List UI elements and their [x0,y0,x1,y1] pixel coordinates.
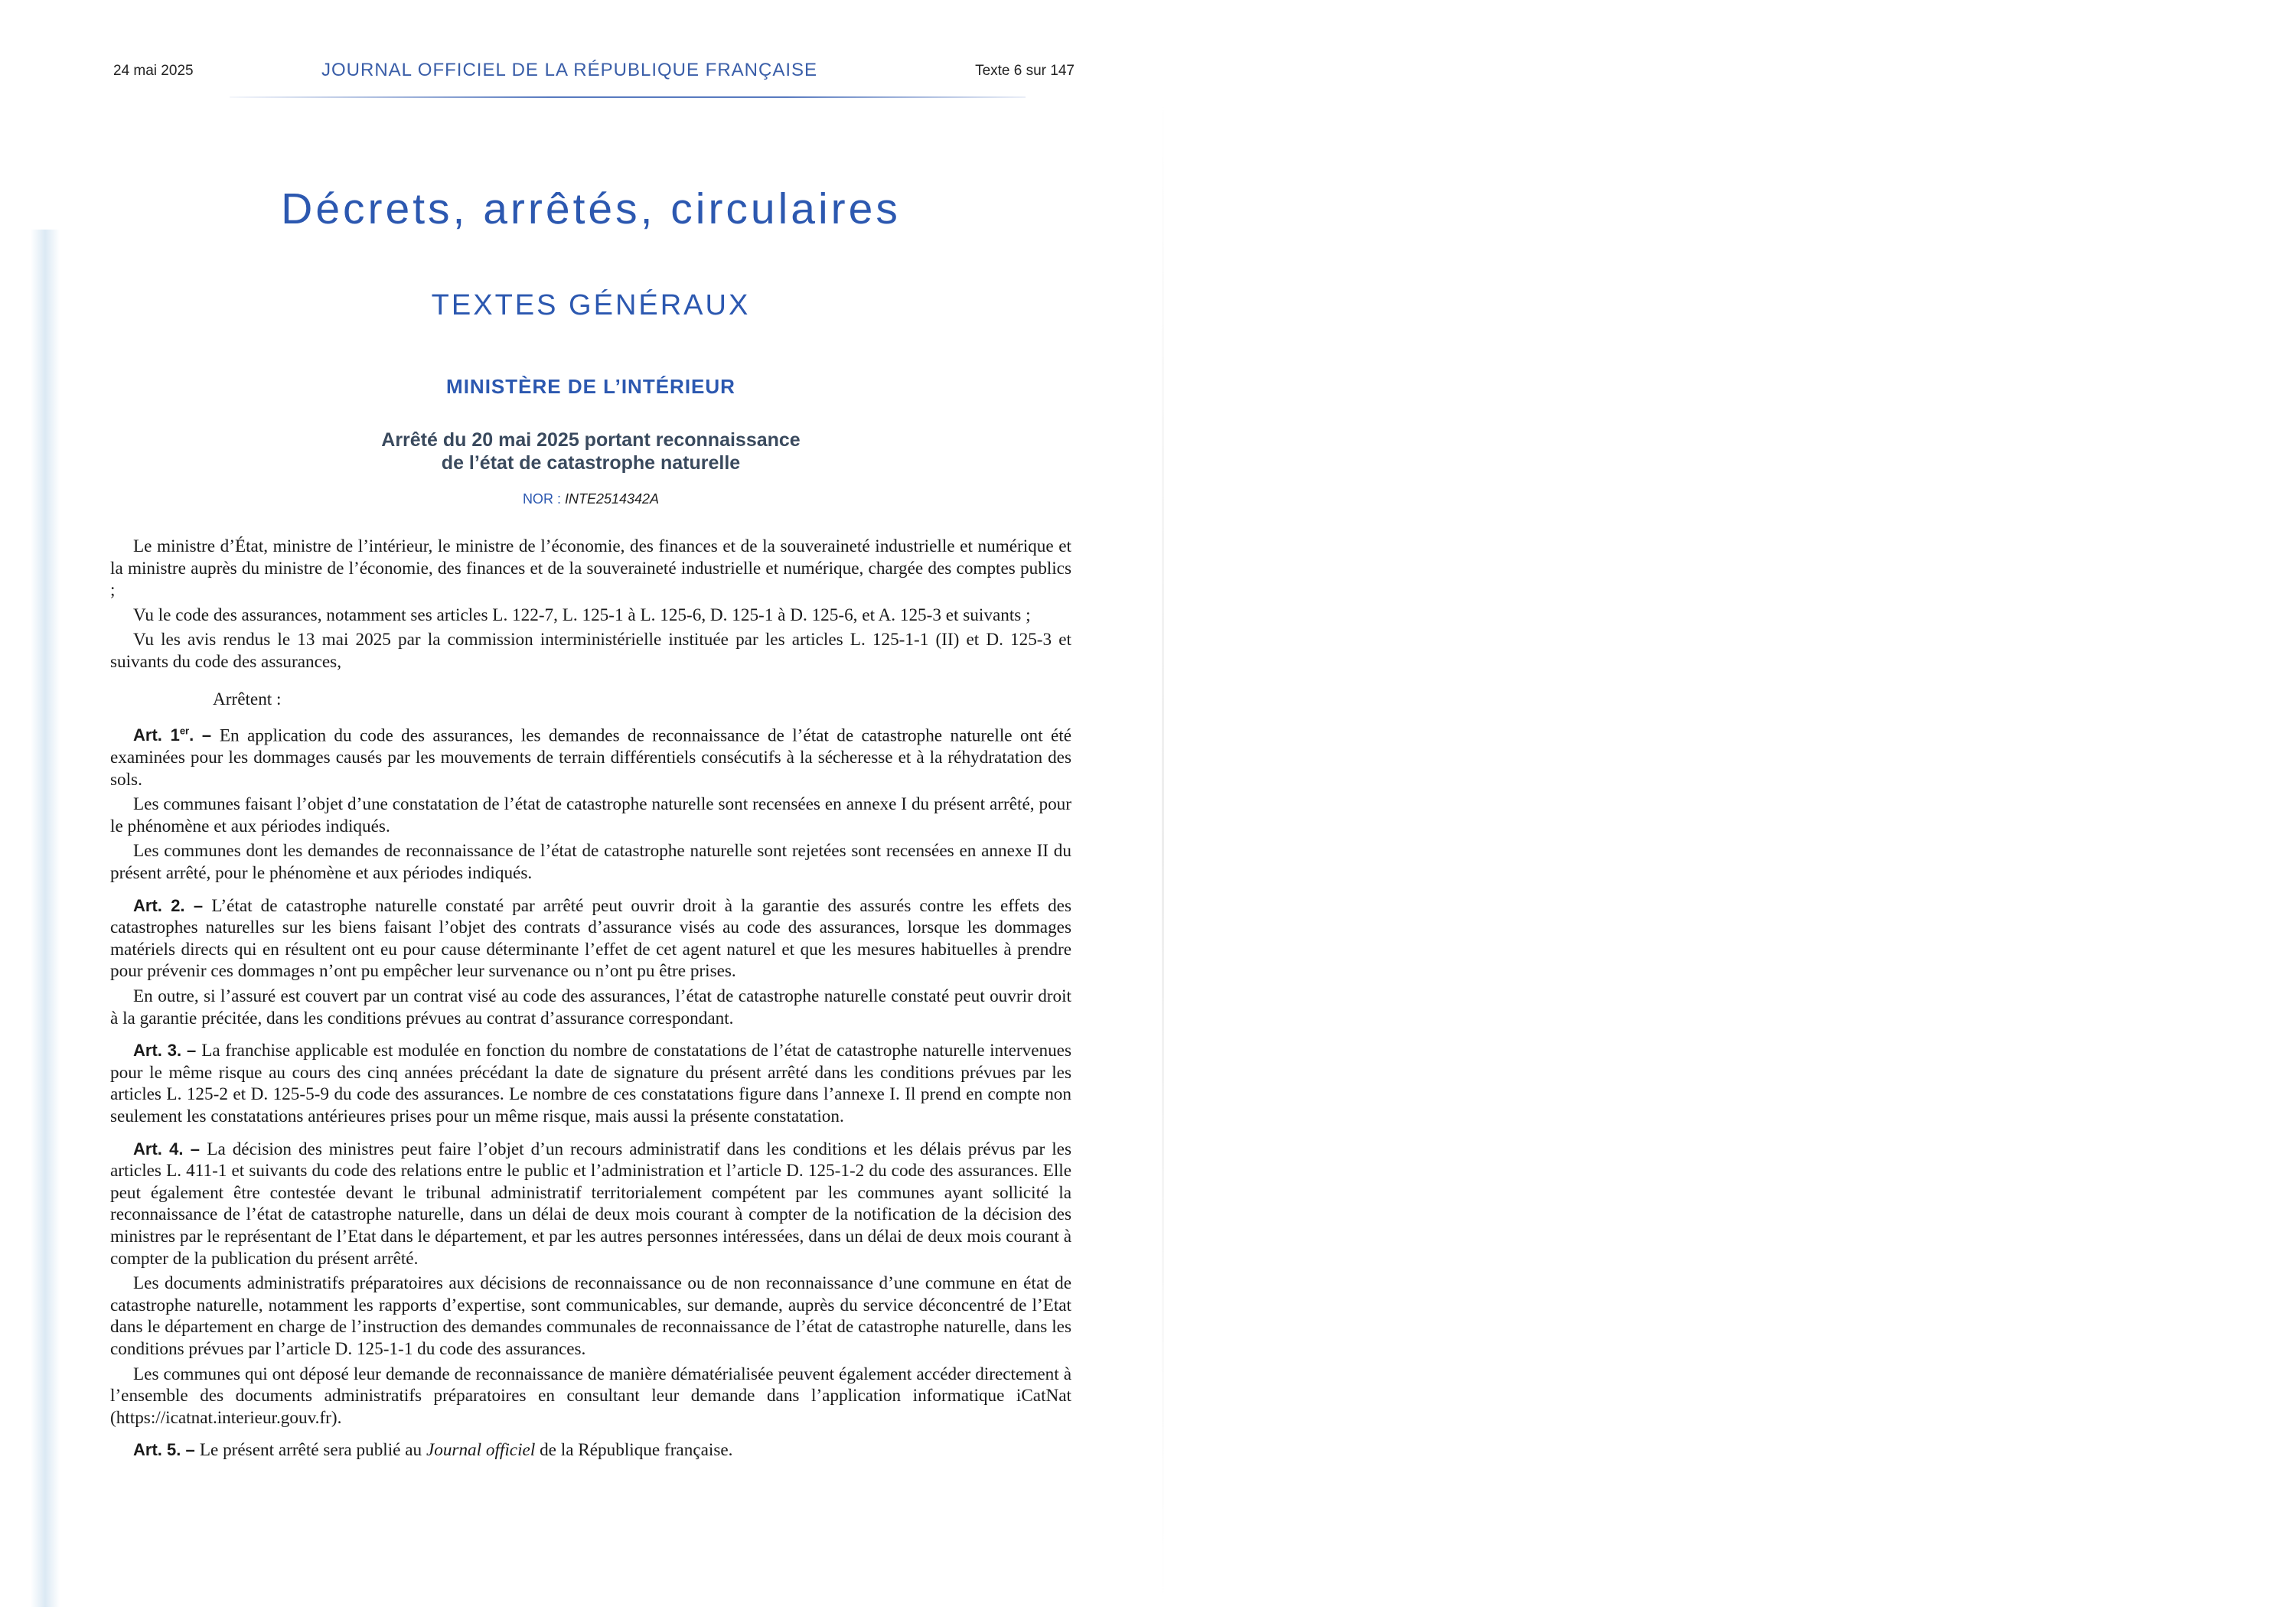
page-header [107,60,1075,90]
header-divider [230,96,1026,98]
arretent-heading: Arrêtent : [213,689,282,709]
article-4 [110,1139,1071,1270]
preamble-paragraph: Vu les avis rendus le 13 mai 2025 par la commission interministérielle instituée par les articles L. 125-1-1 (II) et D. 125-3 et suivants du code des assurances, [110,630,1071,672]
article-3-label: Art. 3. – [133,1041,202,1061]
section-title: Décrets, arrêtés, circulaires [281,184,901,233]
header-date: 24 mai 2025 [113,63,194,79]
article-2-label: Art. 2. – [133,895,212,915]
article-1-paragraph: Les communes faisant l’objet d’une constatation de l’état de catastrophe naturelle sont recensées en annexe I du présent arrêté, pour le phénomène et aux périodes indiqués. [110,794,1071,836]
article-1-label: Art. 1er. – [133,725,220,745]
journal-page [107,0,1075,1623]
arrete-title-line2: de l’état de catastrophe naturelle [441,452,741,474]
document-body [110,536,1071,1465]
preamble-paragraph: Le ministre d’État, ministre de l’intérieur, le ministre de l’économie, des finances et de la souveraineté industrielle et numérique et la ministre auprès du ministre de l’économie, des finances et de la souveraineté industrielle et numérique, chargée des comptes publics ; [110,536,1071,601]
article-1-paragraph: Les communes dont les demandes de reconnaissance de l’état de catastrophe naturelle sont rejetées sont recensées en annexe II du présent arrêté, pour le phénomène et aux périodes indiqués. [110,841,1071,884]
article-4-paragraph: Les documents administratifs préparatoires aux décisions de reconnaissance ou de non reconnaissance d’une commune en état de catastrophe naturelle, notamment les rapports d’expertise, sont communicables, sur demande, auprès du service déconcentré de l’Etat dans le département en charge de l’instruction des demandes communales de reconnaissance de l’état de catastrophe naturelle, dans les conditions prévues par l’article D. 125-1-1 du code des assurances. [110,1273,1071,1359]
ministry-name: MINISTÈRE DE L’INTÉRIEUR [446,375,735,398]
article-5-text: Le présent arrêté sera publié au [199,1440,426,1461]
arrete-title [107,429,1075,474]
article-3 [110,1040,1071,1127]
nor-reference [107,491,1075,507]
header-text-count: Texte 6 sur 147 [975,63,1075,79]
article-4-label: Art. 4. – [133,1139,207,1159]
arrete-title-line1: Arrêté du 20 mai 2025 portant reconnaissance [381,429,801,451]
article-1-text: En application du code des assurances, les demandes de reconnaissance de l’état de catastrophe naturelle ont été examinées pour les dommages causés par les mouvements de terrain différentiels consécutifs à la sécheresse et à la réhydratation des sols. [110,725,1071,790]
article-2-paragraph: En outre, si l’assuré est couvert par un contrat visé au code des assurances, l’état de catastrophe naturelle constaté peut ouvrir droit à la garantie précitée, dans les conditions prévues au contrat d’assurance correspondant. [110,986,1071,1028]
article-5-text-end: de la République française. [535,1440,733,1461]
article-3-text: La franchise applicable est modulée en fonction du nombre de constatations de l’état de catastrophe naturelle intervenues pour le même risque au cours des cinq années précédant la date de signature du présent arrêté dans les conditions prévues par les articles L. 125-2 et D. 125-5-9 du code des assurances. Le nombre de ces constatations figure dans l’annexe I. Il prend en compte non seulement les constatations antérieures prises pour un même risque, mais aussi la présente constatation. [110,1041,1071,1126]
preamble-paragraph: Vu le code des assurances, notamment ses articles L. 122-7, L. 125-1 à L. 125-6, D. 125-1 à D. 125-6, et A. 125-3 et suivants ; [133,605,1031,625]
journal-officiel-italic: Journal officiel [426,1440,536,1461]
sub-title: TEXTES GÉNÉRAUX [431,289,751,321]
article-2 [110,895,1071,983]
page-fold-line [1162,92,1164,1607]
article-1 [110,721,1071,790]
article-5 [110,1439,1071,1462]
scan-edge-shadow [31,230,60,1607]
article-5-label: Art. 5. – [133,1440,200,1460]
nor-code: INTE2514342A [564,491,660,507]
article-4-text: La décision des ministres peut faire l’objet d’un recours administratif dans les conditions et les délais prévus par les articles L. 411-1 et suivants du code des relations entre le public et l’administration et l’article D. 125-1-2 du code des assurances. Elle peut également être contestée devant le tribunal administratif territorialement compétent par les communes ayant sollicité la reconnaissance de l’état de catastrophe naturelle, dans un délai de deux mois courant à compter de la notification de la décision des ministres par le représentant de l’Etat dans le département, et par les autres personnes intéressées, dans un délai de deux mois courant à compter de la publication du présent arrêté. [110,1139,1071,1269]
nor-label: NOR : [522,491,565,507]
header-journal-title: JOURNAL OFFICIEL DE LA RÉPUBLIQUE FRANÇAISE [321,60,818,80]
article-4-paragraph: Les communes qui ont déposé leur demande de reconnaissance de manière dématérialisée peuvent également accéder directement à l’ensemble des documents administratifs préparatoires en consultant leur demande dans l’application informatique iCatNat (https://icatnat.interieur.gouv.fr). [110,1364,1071,1428]
article-2-text: L’état de catastrophe naturelle constaté par arrêté peut ouvrir droit à la garantie des assurés contre les effets des catastrophes naturelles sur les biens faisant l’objet des contrats d’assurance visés au code des assurances, lorsque les dommages matériels directs qui en résultent ont eu pour cause déterminante l’effet de cet agent naturel et que les mesures habituelles à prendre pour prévenir ces dommages n’ont pu empêcher leur survenance ou n’ont pu être prises. [110,895,1071,982]
